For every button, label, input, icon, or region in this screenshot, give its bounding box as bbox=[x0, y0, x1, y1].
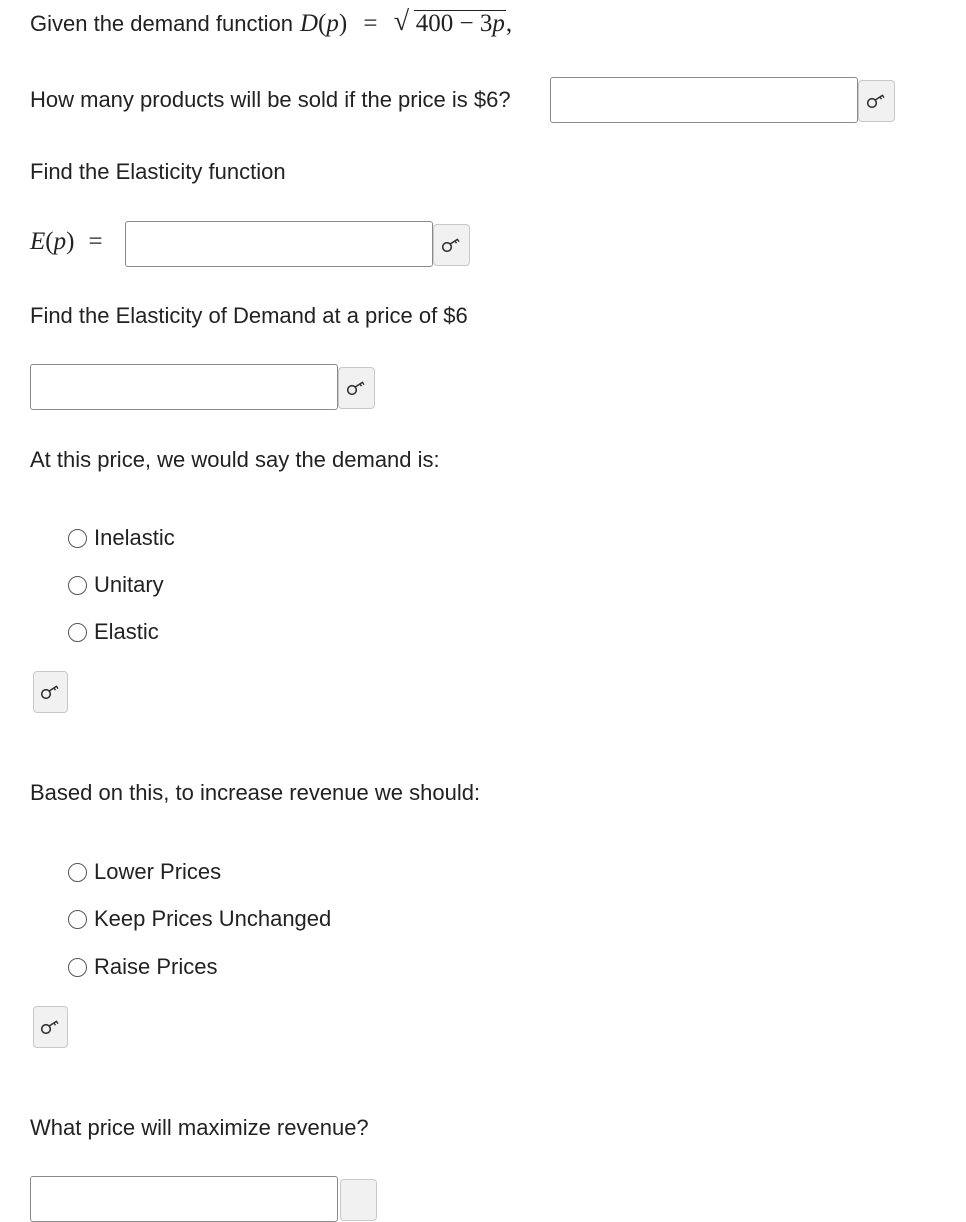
elasticity-at-price-key-button[interactable] bbox=[338, 367, 375, 409]
elasticity-function-label: E ( p ) = bbox=[30, 228, 103, 255]
radical-sign: √ bbox=[393, 6, 410, 37]
radio-button[interactable] bbox=[68, 958, 87, 977]
products-sold-key-button[interactable] bbox=[858, 80, 895, 122]
elasticity-at-price-input[interactable] bbox=[30, 364, 338, 410]
revenue-action-key-button[interactable] bbox=[33, 1006, 68, 1048]
radio-label: Lower Prices bbox=[94, 859, 222, 884]
radio-label: Elastic bbox=[94, 619, 159, 644]
function-name: D bbox=[299, 10, 319, 37]
question-revenue-action: Based on this, to increase revenue we should: bbox=[30, 780, 481, 805]
radio-label: Raise Prices bbox=[94, 954, 218, 979]
elasticity-function-key-button[interactable] bbox=[433, 224, 470, 266]
radio-button[interactable] bbox=[68, 910, 87, 929]
question-products-sold: How many products will be sold if the price is $6? bbox=[30, 87, 511, 112]
function-arg: p bbox=[326, 10, 339, 37]
radio-option-elastic[interactable] bbox=[68, 618, 159, 646]
demand-function-expression: D(p) = √ 400 − 3p, bbox=[299, 6, 513, 37]
problem-statement bbox=[30, 6, 513, 38]
equals-sign: = bbox=[363, 10, 378, 37]
radio-option-inelastic[interactable] bbox=[68, 524, 175, 552]
intro-text: Given the demand function bbox=[30, 11, 293, 36]
question-max-revenue-price: What price will maximize revenue? bbox=[30, 1115, 369, 1140]
question-demand-type: At this price, we would say the demand is: bbox=[30, 447, 440, 472]
radio-button[interactable] bbox=[68, 623, 87, 642]
radio-button[interactable] bbox=[68, 863, 87, 882]
key-icon bbox=[40, 684, 62, 700]
question-elasticity-at-price: Find the Elasticity of Demand at a price of $6 bbox=[30, 303, 468, 328]
radio-option-unitary[interactable] bbox=[68, 571, 164, 599]
radio-option-lower-prices[interactable] bbox=[68, 858, 221, 886]
radio-label: Inelastic bbox=[94, 525, 175, 550]
trailing-comma: , bbox=[505, 10, 513, 37]
radio-label: Keep Prices Unchanged bbox=[94, 906, 332, 931]
radio-button[interactable] bbox=[68, 529, 87, 548]
radio-button[interactable] bbox=[68, 576, 87, 595]
radio-option-raise-prices[interactable] bbox=[68, 953, 217, 981]
key-icon bbox=[346, 380, 368, 396]
demand-type-key-button[interactable] bbox=[33, 671, 68, 713]
key-icon bbox=[441, 237, 463, 253]
radio-label: Unitary bbox=[94, 572, 164, 597]
radio-option-keep-prices[interactable] bbox=[68, 905, 331, 933]
products-sold-input[interactable] bbox=[550, 77, 858, 123]
max-revenue-price-input[interactable] bbox=[30, 1176, 338, 1222]
radicand: 400 − 3p bbox=[415, 10, 505, 37]
key-icon bbox=[866, 93, 888, 109]
elasticity-function-input[interactable] bbox=[125, 221, 433, 267]
question-elasticity-function: Find the Elasticity function bbox=[30, 159, 286, 184]
max-revenue-price-key-button[interactable] bbox=[340, 1179, 377, 1221]
key-icon bbox=[40, 1019, 62, 1035]
